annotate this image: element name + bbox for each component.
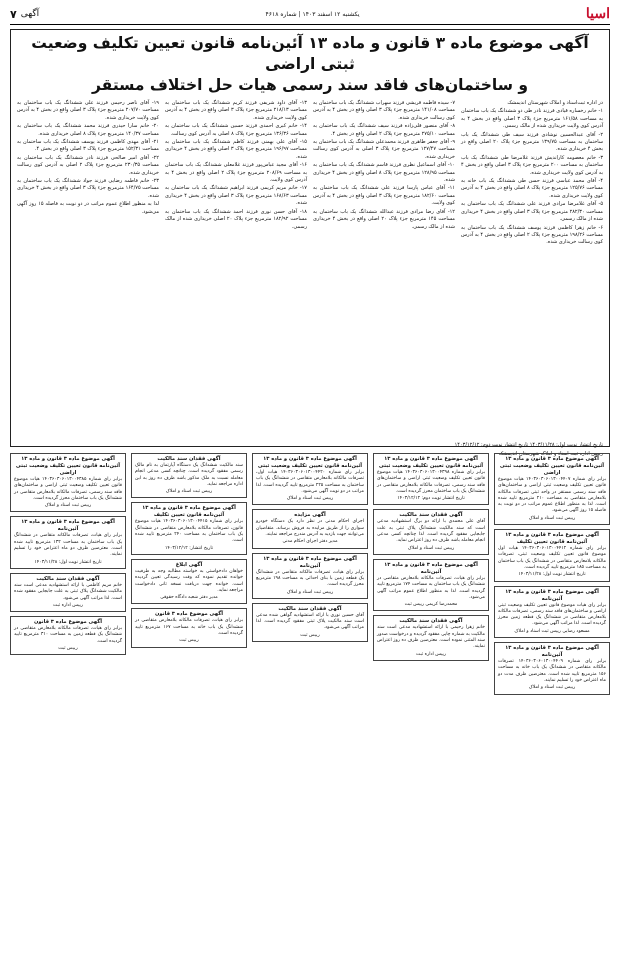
ad-signature: رییس ثبت اسناد و املاک [44, 503, 92, 509]
notice-columns [17, 100, 603, 440]
issue-info: یکشنبه ۱۲ اسفند ۱۴۰۳ | شماره ۴۶۱۸ [265, 10, 360, 18]
notice-paragraph: ۲۰- خانم سارا حیدری فرزند محمد ششدانگ یک باب ساختمان به مساحت ۱۴۰/۳۷ مترمربع جزء پلاک ۸ اصلی خریداری شده. [17, 123, 159, 137]
ad-signature: رییس ثبت اسناد و املاک [407, 545, 455, 551]
ad-box [252, 553, 368, 599]
notice-paragraph: ۷- سیده فاطمه قریشی فرزند سهراب ششدانگ یک باب ساختمان به مساحت ۱۴۱/۰۸ مترمربع جزء پلاک ۳ اصلی واقع در بخش ۴ به آدرس کوی رسالت خریداری شده. [313, 100, 455, 121]
notice-paragraph: ۲۲- آقای امیر صالحی فرزند نادر ششدانگ یک باب ساختمان به مساحت ۲۳۰/۳۵ مترمربع جزء پلاک ۲ اصلی به آدرس کوی رسالت خریداری شده. [17, 154, 159, 176]
ad-heading: آگهی موضوع ماده ۳ قانون و ماده ۱۳ آئین‌نامه [505, 588, 599, 602]
ad-signature: مدیر دفتر اجرای احکام مدنی [282, 539, 338, 545]
ad-heading: آگهی مزایده [294, 512, 326, 519]
notice-paragraph: لذا به منظور اطلاع عموم مراتب در دو نوبت به فاصله ۱۵ روز آگهی می‌شود. [17, 201, 159, 215]
notice-paragraph: ۱۹- آقای ناصر رحیمی فرزند علی ششدانگ یک باب ساختمان به مساحت ۲۰۷/۷۰ مترمربع جزء پلاک ۳ اصلی واقع در بخش ۴ به آدرس کوی ولایت خریداری شده. [17, 100, 159, 121]
ad-box [373, 615, 489, 660]
ad-heading: آگهی موضوع ماده ۳ قانون و ماده ۱۳ آئین‌نامه قانون تعیین تکلیف وضعیت ثبتی [257, 456, 363, 469]
notice-paragraph: ۱۳- آقای داود شریفی فرزند کریم ششدانگ یک باب ساختمان به مساحت ۲۱۸/۱۳ مترمربع جزء پلاک ۳ اصلی واقع در بخش ۴ به آدرس کوی ولایت خریداری شده. [165, 100, 307, 121]
page-number [10, 8, 39, 21]
ad-box [10, 516, 126, 568]
ad-heading: آگهی فقدان سند مالکیت [278, 605, 342, 612]
notice-paragraph: ۱۱- آقای عباس پارسا فرزند علی ششدانگ یک باب ساختمان به مساحت ۱۸۲/۶۰ مترمربع جزء پلاک ۳ اصلی واقع در بخش ۴ به آدرس کوی ولایت. [313, 185, 455, 207]
ad-text: برابر رای شماره ۱۴۰۳۶۰۳۰۶۰۱۳۰۰۴۳۹۸ هیات موضوع قانون تعیین تکلیف وضعیت ثبتی اراضی و ساختمان‌های فاقد سند رسمی، تصرفات مالکانه بلامعارض متقاضی در ششدانگ یک باب ساختمان محرز گردیده است. [377, 470, 485, 494]
ad-box [10, 453, 126, 512]
ad-signature: تاریخ انتشار نوبت دوم: ۱۴۰۳/۱۲/۱۲ [397, 496, 465, 502]
ad-text: برابر رای هیات، تصرفات مالکانه بلامعارض متقاضی در ششدانگ یک باب خانه به مساحت ۱۶۷ مترمربع تایید گردیده است. [135, 618, 243, 637]
notice-paragraph: ۴- آقای محمد عباسی فرزند حسن طی ششدانگ یک باب خانه به مساحت ۱۲۵/۷۶ مترمربع جزء پلاک ۸ اصلی واقع در بخش ۴ به آدرس کوی ولایت خریداری شده. [461, 178, 603, 199]
ad-text: خانم زهرا رحیمی با ارائه استشهادیه مدعی است سند مالکیت به شماره چاپی مفقود گردیده و درخواست صدور سند المثنی نموده است. معترضین ظرف ده روز اعتراض نمایند. [377, 625, 485, 650]
notice-column [461, 100, 603, 440]
ad-text: سند مالکیت ششدانگ یک دستگاه آپارتمان به نام مالک رسمی مفقود گردیده است. چنانچه کسی مدعی انجام معامله نسبت به ملک مذکور باشد ظرف ده روز به این اداره مراجعه نماید. [135, 463, 243, 487]
ad-heading: آگهی موضوع ماده ۳ قانون [155, 611, 223, 618]
ad-text: برابر رای هیات، تصرفات مالکانه بلامعارض متقاضی در ششدانگ یک باب ساختمان به مساحت ۱۷۴ مترمربع تایید گردیده است. لذا به منظور اطلاع عموم مراتب آگهی می‌شود. [377, 575, 485, 600]
page-number-value: ۷ [10, 7, 17, 21]
ad-text: برابر رای شماره ۱۴۰۳۶۰۳۰۶۰۱۳۰۰۴۴۰۷ هیات موضوع قانون تعیین تکلیف وضعیت ثبتی اراضی و ساختمان‌های فاقد سند رسمی مستقر در واحد ثبتی تصرفات مالکانه بلامعارض متقاضی به مساحت ۲۱۰ مترمربع تایید شده است. لذا به منظور اطلاع عموم مراتب در دو نوبت به فاصله ۱۵ روز آگهی می‌شود. [498, 477, 607, 514]
ad-box [131, 453, 247, 498]
ad-box [252, 453, 368, 505]
ad-text: برابر رای هیات موضوع قانون تعیین تکلیف وضعیت ثبتی اراضی و ساختمان‌های فاقد سند رسمی، تصرفات مالکانه بلامعارض متقاضی در ششدانگ یک قطعه زمین محرز گردیده است. لذا مراتب آگهی می‌شود. [498, 602, 606, 627]
ad-signature: تاریخ انتشار: ۱۴۰۳/۱۲/۱۲ [164, 545, 214, 551]
notice-paragraph: ۱۲- آقای رضا مرادی فرزند عبدالله ششدانگ یک باب ساختمان به مساحت ۱۴۵ مترمربع جزء پلاک ۲۰ اصلی واقع در بخش ۴ خریداری شده از مالک رسمی. [313, 208, 455, 230]
ad-heading: آگهی ابلاغ [175, 561, 203, 568]
notice-paragraph: ۸- آقای منصور قلی‌زاده فرزند سیف ششدانگ یک باب ساختمان به مساحت ۲۷۵/۱۰ مترمربع جزء پلاک ۲ اصلی واقع در بخش ۴. [313, 123, 455, 137]
ad-heading: آگهی فقدان سند مالکیت [399, 618, 463, 625]
ad-signature: تاریخ انتشار نوبت اول: ۱۴۰۳/۱۱/۲۸ [518, 572, 586, 578]
ad-heading: آگهی فقدان سند مالکیت [399, 512, 463, 519]
section-label: آگهی [20, 9, 40, 19]
ad-signature: رییس ثبت اسناد و املاک [286, 496, 334, 502]
notice-paragraph: ۱۰- آقای اسماعیل نظری فرزند قاسم ششدانگ یک باب ساختمان به مساحت ۱۲۸/۹۵ مترمربع جزء پلاک ۸ اصلی واقع در بخش ۴ خریداری شده. [313, 162, 455, 184]
ad-box [373, 559, 489, 611]
ad-box [494, 586, 610, 638]
notice-paragraph: ۳- خانم معصومه کاراندیش فرزند غلامرضا طی ششدانگ یک باب ساختمان به مساحت ۲۰۰ مترمربع جزء پلاک ۳ اصلی واقع در بخش ۴ به آدرس کوی ولایت خریداری شده. [461, 154, 604, 176]
ad-signature: رییس ثبت اسناد و املاک [528, 685, 576, 691]
ad-box [373, 509, 489, 554]
ad-signature: رییس اداره ثبت [415, 651, 447, 657]
ad-text: آقای حسین نوری با ارائه استشهادیه گواهی شده مدعی است سند مالکیت پلاک ثبتی مفقود گردیده است. لذا مراتب آگهی می‌شود. [256, 612, 364, 631]
ad-text: برابر رای شماره ۱۴۰۳۶۰۳۰۶۰۱۳۰۰۴۴۱۵ هیات موضوع قانون، تصرفات مالکانه بلامعارض متقاضی در ششدانگ یک باب ساختمان به مساحت ۲۴۰ مترمربع تایید شده است. [135, 519, 243, 544]
ad-signature: محمدرضا کریمی رییس ثبت [404, 602, 458, 608]
ad-text: خانم مریم کاظمی با ارائه استشهادیه مدعی است سند مالکیت ششدانگ پلاک ثبتی به علت جابجایی مفقود شده است. لذا مراتب آگهی می‌شود. [14, 582, 122, 601]
notice-paragraph: ۱۸- آقای حسن نوری فرزند احمد ششدانگ یک باب ساختمان به مساحت ۱۸۲/۹۲ مترمربع جزء پلاک ۲۰ اصلی خریداری شده از مالک رسمی. [165, 208, 307, 230]
ad-text: برابر رای شماره ۱۴۰۳۶۰۳۰۶۰۱۳۰۰۴۴۱۲ هیات اول موضوع قانون تعیین تکلیف وضعیت ثبتی، تصرفات مالکانه بلامعارض متقاضی در ششدانگ یک باب ساختمان به مساحت ۱۸۵ مترمربع تایید گردیده است. [498, 546, 606, 570]
ad-heading: آگهی موضوع ماده ۳ قانون و ماده ۱۳ آئین‌نامه قانون تعیین تکلیف وضعیت ثبتی [378, 456, 484, 469]
notice-paragraph: ۱۷- خانم مریم کریمی فرزند ابراهیم ششدانگ یک باب ساختمان به مساحت ۱۶۸/۶۳ مترمربع جزء پلاک ۳ اصلی واقع در بخش ۴ خریداری شده. [165, 185, 307, 207]
notice-paragraph: ۱۵- آقای علی بهمنی فرزند کاظم ششدانگ یک باب ساختمان به مساحت ۱۹۶/۹۷ مترمربع جزء پلاک ۳ اصلی واقع در بخش ۴ خریداری شده. [165, 139, 307, 160]
ad-column [494, 453, 610, 959]
ad-column [373, 453, 489, 959]
ad-signature: مسعود رضایی رییس ثبت اسناد و املاک [514, 628, 590, 634]
ad-heading: آگهی موضوع ماده ۳ قانون و ماده ۱۳ آئین‌نامه [384, 561, 478, 575]
ad-box [252, 603, 368, 642]
ad-text: برابر رای هیات، تصرفات مالکانه متقاضی در ششدانگ یک باب ساختمان به مساحت ۱۳۲ مترمربع تایید شده است. معترضین ظرف دو ماه اعتراض خود را تسلیم نمایند. [14, 533, 122, 558]
notice-paragraph: ۲- آقای عبدالحسین نوشادی فرزند سیف طی ششدانگ یک باب ساختمان به مساحت ۱۳۹/۷۵ مترمربع جزء پلاک ۲۰ اصلی واقع در بخش ۴ خریداری شده. [461, 131, 604, 153]
page-header [10, 4, 610, 25]
ad-heading: آگهی فقدان سند مالکیت [36, 575, 100, 582]
ad-heading: آگهی موضوع ماده ۳ قانون و ماده ۱۳ آئین‌نامه [505, 645, 599, 659]
notice-paragraph: ۹- آقای جعفر طاهری فرزند محمدعلی ششدانگ یک باب ساختمان به مساحت ۱۲۷/۴۷ مترمربع جزء پلاک ۳ اصلی به آدرس کوی رسالت خریداری شده. [313, 139, 455, 160]
ad-heading: آگهی موضوع ماده ۳ قانون و ماده ۱۳ آئین‌نامه [263, 555, 357, 569]
notice-subtitle: و ساختمان‌های فاقد سند رسمی هیات حل اختلاف مستقر [92, 76, 528, 94]
ad-text: برابر رای هیات، تصرفات مالکانه بلامعارض متقاضی در ششدانگ یک قطعه زمین به مساحت ۳۱۰ مترمربع تایید گردیده است. [14, 626, 122, 644]
ad-heading: آگهی موضوع ماده ۳ قانون و ماده ۱۳ آئین‌نامه قانون تعیین تکلیف [142, 505, 236, 519]
ad-box [494, 642, 610, 694]
notice-paragraph: در اداره ثبت‌اسناد و املاک شهرستان اندیمشک [507, 100, 603, 106]
ad-column [131, 453, 247, 959]
ad-signature: تاریخ انتشار نوبت اول: ۱۴۰۳/۱۱/۲۸ [34, 559, 102, 565]
notice-paragraph: ۲۱- آقای مهدی کاظمی فرزند یوسف ششدانگ یک باب ساختمان به مساحت ۱۵۲/۳۱ مترمربع جزء پلاک ۳ اصلی واقع در بخش ۴. [17, 139, 159, 153]
notice-paragraph: ۱۶- آقای مجید عباس‌پور فرزند غلامعلی ششدانگ یک باب ساختمان به مساحت ۲۰۸/۶۹ مترمربع جزء پلاک ۲ اصلی واقع در بخش ۴ به آدرس کوی ولایت. [165, 162, 307, 184]
ad-signature: رییس ثبت اسناد و املاک [528, 515, 576, 521]
ad-signature: رییس ثبت [58, 646, 78, 652]
ad-column [10, 453, 126, 959]
ad-text: برابر رای شماره ۱۴۰۳۶۰۳۰۶۰۱۳۰۰۴۳۸۵ هیات موضوع قانون تعیین تکلیف وضعیت ثبتی اراضی و ساختمان‌های فاقد سند رسمی، تصرفات مالکانه بلامعارض متقاضی در ششدانگ یک باب ساختمان محرز گردیده است. [14, 477, 122, 501]
ad-signature: رییس ثبت [179, 638, 199, 644]
ad-signature: رییس ثبت اسناد و املاک [286, 589, 334, 595]
notice-dates: تاریخ انتشار نوبت اول: ۱۴۰۳/۱۱/۲۸ تاریخ انتشار نوبت دوم: ۱۴۰۳/۱۲/۱۲ [454, 442, 603, 448]
ad-text: خواهان دادخواستی به خواسته مطالبه وجه به طرفیت خوانده تقدیم نموده که وقت رسیدگی تعیین گردیده است. خوانده جهت دریافت نسخه ثانی دادخواست مراجعه نماید. [135, 568, 243, 593]
ad-signature: مدیر دفتر شعبه دادگاه حقوقی [160, 595, 218, 601]
ad-heading: آگهی موضوع ماده ۳ قانون [34, 619, 102, 626]
ad-box [131, 608, 247, 647]
notice-title: آگهی موضوع ماده ۳ قانون و ماده ۱۳ آئین‌نامه قانون تعیین تکلیف وضعیت ثبتی اراضی [31, 34, 589, 73]
ad-box [373, 453, 489, 505]
notice-column [165, 100, 307, 440]
notice-signature: رییس اداره ثبت اسناد و املاک شهرستان اندیمشک [498, 451, 603, 457]
ad-signature: رییس ثبت اسناد و املاک [165, 489, 213, 495]
classified-ads [10, 453, 610, 959]
ad-box [10, 573, 126, 612]
ad-box [494, 529, 610, 581]
main-notice [10, 29, 610, 457]
ad-box [10, 616, 126, 655]
notice-paragraph: ۵- آقای غلامرضا مرادی فرزند علی ششدانگ یک باب ساختمان به مساحت ۲۸۲/۳۰ مترمربع جزء پلاک ۳ اصلی واقع در بخش ۴ خریداری شده از مالک رسمی. [461, 201, 603, 223]
ad-column [252, 453, 368, 959]
ad-heading: آگهی موضوع ماده ۳ قانون و ماده ۱۳ آئین‌نامه قانون تعیین تکلیف وضعیت ثبتی اراضی [15, 456, 121, 476]
ad-heading: آگهی موضوع ماده ۳ قانون و ماده ۱۳ آئین‌نامه [21, 519, 115, 533]
notice-column [313, 100, 455, 440]
ad-box [131, 559, 247, 604]
ad-text: برابر رای شماره ۱۴۰۳۶۰۳۰۶۰۱۳۰۰۴۴۲۰ هیات اول، تصرفات مالکانه بلامعارض متقاضی در ششدانگ یک باب ساختمان به مساحت ۲۲۵ مترمربع تایید گردیده است. لذا مراتب در دو نوبت آگهی می‌شود. [256, 470, 364, 494]
ad-signature: رییس اداره ثبت [52, 602, 84, 608]
ad-heading: آگهی موضوع ماده ۳ قانون و ماده ۱۳ آئین‌نامه قانون تعیین تکلیف [505, 532, 599, 546]
ad-box [252, 509, 368, 548]
ad-text: برابر رای هیات، تصرفات مالکانه متقاضی در ششدانگ یک قطعه زمین با بنای احداثی به مساحت ۱۹۸ مترمربع محرز گردیده است. [256, 569, 365, 588]
notice-paragraph: ۶- خانم زهرا کاظمی فرزند یوسف ششدانگ یک باب ساختمان به مساحت ۱۹۸/۲۶ مترمربع جزء پلاک ۲ اصلی واقع در بخش ۴ به آدرس کوی رسالت خریداری شده. [461, 224, 603, 246]
ad-heading: آگهی موضوع ماده ۳ قانون و ماده ۱۳ آئین‌نامه قانون تعیین تکلیف وضعیت ثبتی اراضی [499, 456, 605, 476]
newspaper-logo: اسیا [585, 6, 610, 22]
ad-signature: رییس ثبت [300, 632, 320, 638]
notice-paragraph: ۱۴- خانم کبری احمدی فرزند حسین ششدانگ یک باب ساختمان به مساحت ۱۳۶/۳۶ مترمربع جزء پلاک ۸ اصلی به آدرس کوی رسالت. [165, 123, 307, 137]
notice-paragraph: ۲۳- خانم فاطمه رضایی فرزند جواد ششدانگ یک باب ساختمان به مساحت ۱۶۴/۷۵ مترمربع جزء پلاک ۳ اصلی واقع در بخش ۴ خریداری شده. [17, 178, 159, 199]
ad-heading: آگهی فقدان سند مالکیت [157, 456, 221, 462]
ad-text: آقای علی محمدی با ارائه دو برگ استشهادیه مدعی است که سند مالکیت ششدانگ پلاک ثبتی به علت جابجایی مفقود گردیده است. لذا چنانچه کسی مدعی انجام معامله باشد ظرف ده روز اعتراض نماید. [377, 519, 485, 544]
ad-box [494, 453, 610, 525]
ad-text: برابر رای شماره ۱۴۰۳۶۰۳۰۶۰۱۳۰۰۴۴۰۹ تصرفات مالکانه متقاضی در ششدانگ یک باب خانه به مساحت ۱۵۶ مترمربع تایید شده است. معترضین ظرف مدت دو ماه اعتراض خود را تسلیم نمایند. [498, 659, 607, 683]
ad-text: اجرای احکام مدنی در نظر دارد یک دستگاه خودرو سواری را از طریق مزایده به فروش برساند. متقاضیان می‌توانند جهت بازدید به آدرس مندرج مراجعه نمایند. [256, 519, 364, 538]
ad-box [131, 502, 247, 554]
notice-column [17, 100, 159, 440]
notice-paragraph: ۱- خانم رخساره قیادی فرزند نادر طی دو ششدانگ یک باب ساختمان به مساحت ۱۶۱/۵۸ مترمربع جزء پلاک ۳ اصلی واقع در بخش ۴ به آدرس کوی ولایت خریداری شده از مالک رسمی. [461, 108, 603, 130]
